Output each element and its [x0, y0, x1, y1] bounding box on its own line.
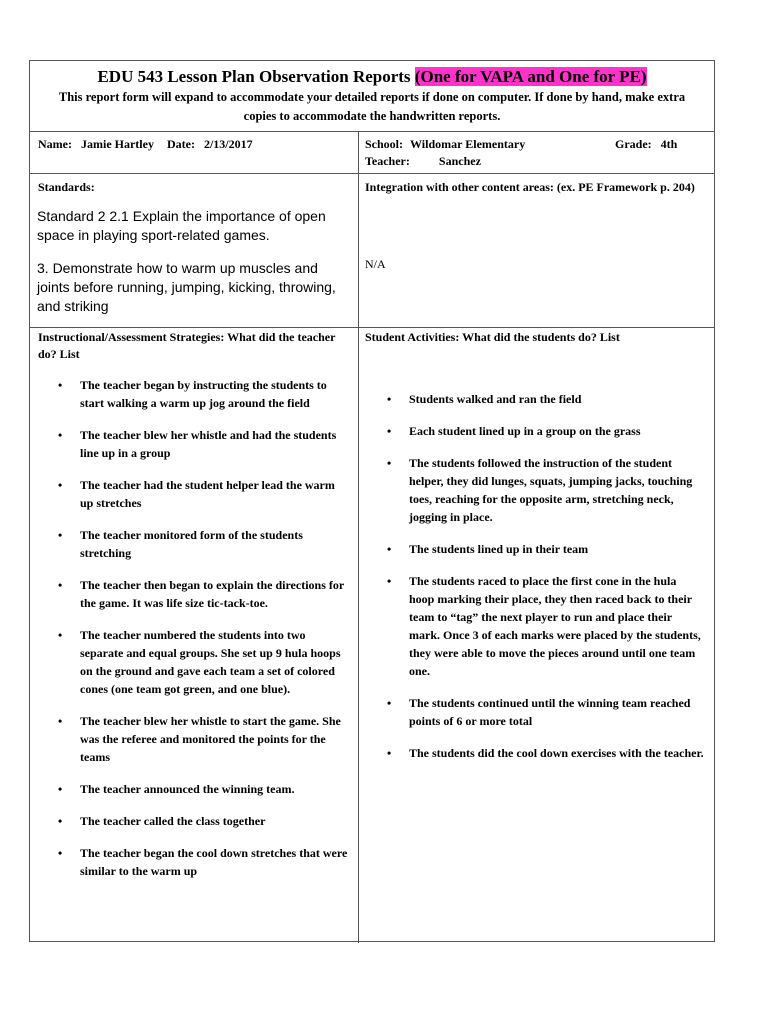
student-item: • Students walked and ran the field — [359, 390, 714, 408]
integration-value: N/A — [365, 257, 386, 271]
student-item: • The students continued until the winning team reached points of 6 or more total — [359, 694, 714, 730]
name-label: Name: — [38, 137, 72, 151]
teacher-value: Sanchez — [438, 154, 481, 168]
instructional-label: Instructional/Assessment Strategies: What did the teacher do? List — [38, 330, 336, 361]
name-value: Jamie Hartley — [80, 137, 154, 151]
student-activities-cell — [359, 328, 714, 943]
instructional-item: • The teacher blew her whistle to start the game. She was the referee and monitored the points for the teams — [30, 712, 359, 766]
instructional-item: • The teacher called the class together — [30, 812, 359, 830]
teacher-label: Teacher: — [365, 154, 410, 168]
activities-row — [30, 328, 714, 943]
report-subtitle: This report form will expand to accommodate your detailed reports if done on computer. If done by hand, make extra copies to accommodate the handwritten reports. — [58, 90, 686, 123]
school-teacher-cell — [359, 132, 714, 173]
info-row — [30, 132, 714, 174]
title-highlight: (One for VAPA and One for PE) — [414, 67, 647, 86]
grade-value: 4th — [660, 137, 678, 151]
instructional-item: • The teacher had the student helper lead the warm up stretches — [30, 476, 359, 512]
standard-item-2: 3. Demonstrate how to warm up muscles and joints before running, jumping, kicking, throwing, and striking — [37, 260, 336, 314]
grade-label: Grade: — [615, 137, 652, 151]
name-date-cell — [30, 132, 359, 173]
instructional-item: • The teacher numbered the students into two separate and equal groups. She set up 9 hula hoops on the ground and gave each team a set of colored cones (one team got green, and one blue). — [30, 626, 359, 698]
standards-row — [30, 174, 714, 328]
integration-cell — [359, 174, 714, 327]
instructional-item: • The teacher then began to explain the directions for the game. It was life size tic-tack-toe. — [30, 576, 359, 612]
report-title — [30, 67, 714, 87]
instructional-item: • The teacher blew her whistle and had the students line up in a group — [30, 426, 359, 462]
instructional-item: • The teacher monitored form of the students stretching — [30, 526, 359, 562]
title-section — [30, 61, 714, 132]
observation-report-form — [29, 60, 715, 942]
title-text: EDU 543 Lesson Plan Observation Reports — [97, 67, 415, 86]
school-label: School: — [365, 137, 404, 151]
standards-cell — [30, 174, 359, 327]
instructional-item: • The teacher began the cool down stretches that were similar to the warm up — [30, 844, 359, 880]
date-label: Date: — [166, 137, 195, 151]
student-activities-list — [359, 390, 714, 776]
student-item: • The students did the cool down exercises with the teacher. — [359, 744, 714, 762]
instructional-item: • The teacher announced the winning team. — [30, 780, 359, 798]
student-activities-label: Student Activities: What did the students do? List — [365, 330, 620, 344]
school-value: Wildomar Elementary — [410, 137, 526, 151]
standards-label: Standards: — [38, 180, 95, 194]
integration-label: Integration with other content areas: (ex. PE Framework p. 204) — [365, 180, 695, 194]
student-item: • The students followed the instruction of the student helper, they did lunges, squats, jumping jacks, touching toes, reaching for the opposite arm, stretching neck, jogging in place. — [359, 454, 714, 526]
student-item: • The students raced to place the first cone in the hula hoop marking their place, they then raced back to their team to “tag” the next player to run and place their mark. Once 3 of each marks were placed by the students, they were able to move the pieces around until one team one. — [359, 572, 714, 680]
instructional-list — [30, 376, 359, 894]
student-item: • Each student lined up in a group on the grass — [359, 422, 714, 440]
date-value: 2/13/2017 — [203, 137, 253, 151]
student-item: • The students lined up in their team — [359, 540, 714, 558]
instructional-cell — [30, 328, 359, 943]
standard-item-1: Standard 2 2.1 Explain the importance of open space in playing sport-related games. — [37, 208, 326, 243]
instructional-item: • The teacher began by instructing the students to start walking a warm up jog around the field — [30, 376, 359, 412]
